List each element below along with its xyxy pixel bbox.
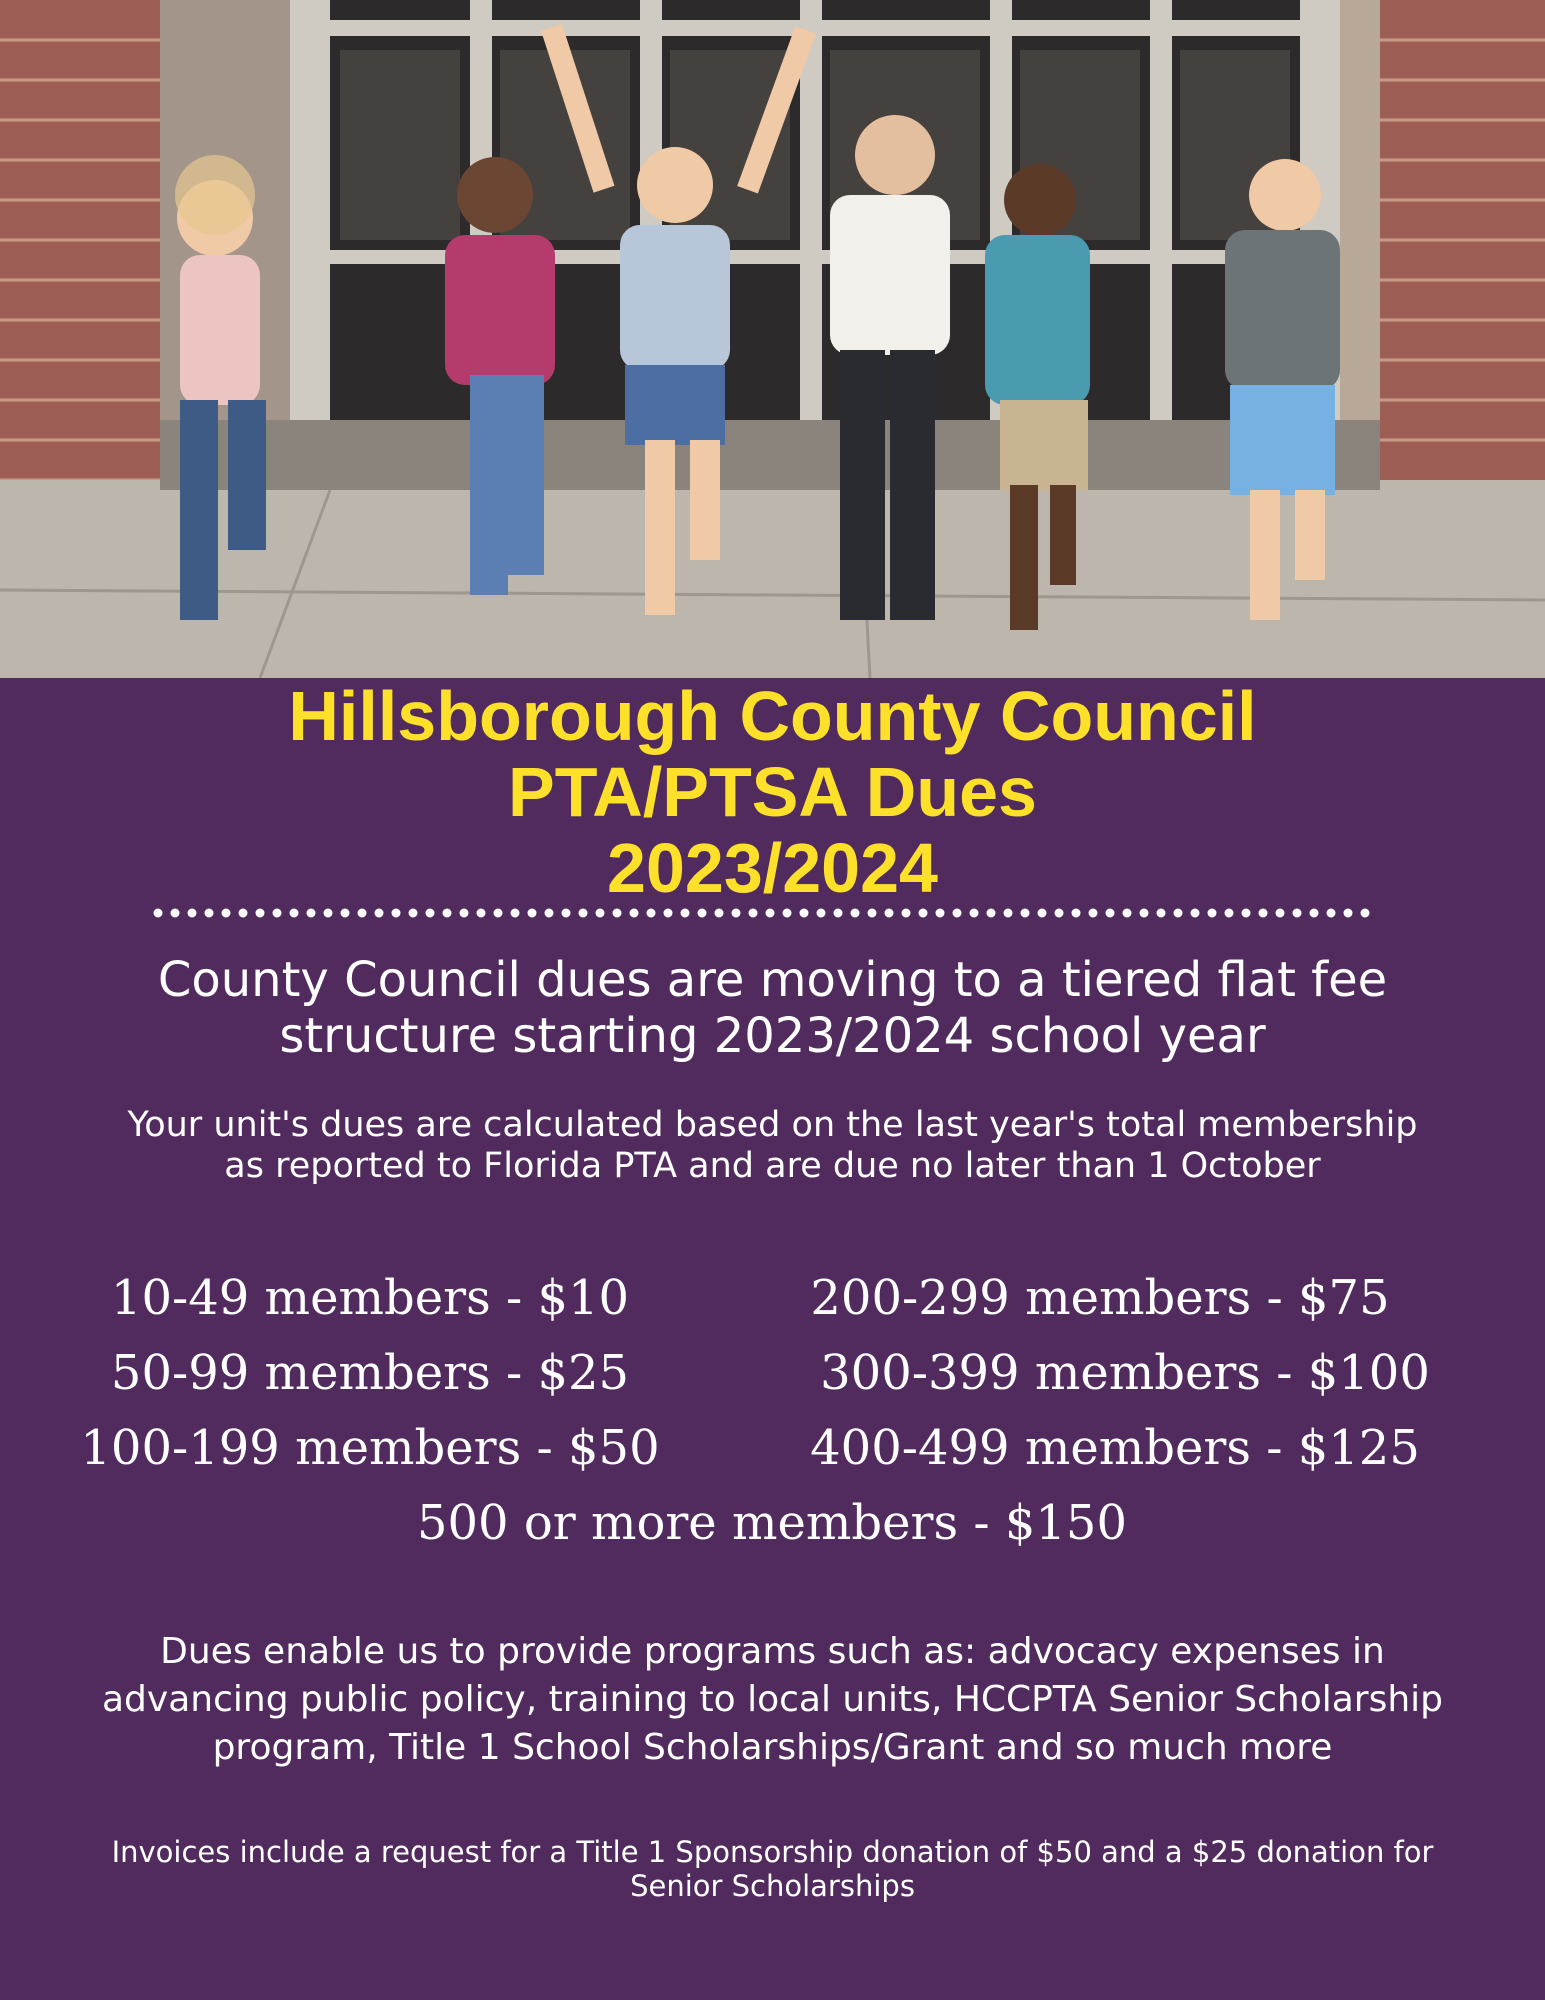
dues-tier: 500 or more members - $150 bbox=[416, 1495, 1128, 1551]
invoices-line-1: Invoices include a request for a Title 1 Sponsorship donation of $50 and a $25 donation for bbox=[111, 1835, 1434, 1869]
title-line-2: PTA/PTSA Dues bbox=[508, 753, 1037, 831]
dues-tier: 200-299 members - $75 bbox=[810, 1270, 1390, 1326]
programs-line-1: Dues enable us to provide programs such as: advocacy expenses in bbox=[160, 1631, 1385, 1672]
title-line-1: Hillsborough County Council bbox=[288, 677, 1257, 755]
programs-paragraph bbox=[0, 1628, 1545, 1772]
programs-line-3: program, Title 1 School Scholarships/Grant and so much more bbox=[212, 1727, 1333, 1768]
dotted-divider bbox=[150, 905, 1380, 921]
dues-tier: 10-49 members - $10 bbox=[110, 1270, 630, 1326]
invoices-line-2: Senior Scholarships bbox=[630, 1869, 915, 1903]
subheading-line-1: County Council dues are moving to a tiered flat fee bbox=[157, 952, 1388, 1008]
subheading bbox=[0, 952, 1545, 1064]
dues-tier: 100-199 members - $50 bbox=[80, 1420, 660, 1476]
title-line-3: 2023/2024 bbox=[607, 829, 938, 907]
dues-tier: 300-399 members - $100 bbox=[820, 1345, 1430, 1401]
dues-tier: 50-99 members - $25 bbox=[110, 1345, 630, 1401]
programs-line-2: advancing public policy, training to local units, HCCPTA Senior Scholarship bbox=[101, 1679, 1444, 1720]
calculation-note-line-2: as reported to Florida PTA and are due no later than 1 October bbox=[224, 1146, 1321, 1186]
hero-photo bbox=[0, 0, 1545, 678]
calculation-note-line-1: Your unit's dues are calculated based on the last year's total membership bbox=[127, 1105, 1418, 1145]
calculation-note bbox=[0, 1105, 1545, 1187]
page-title bbox=[0, 678, 1545, 906]
subheading-line-2: structure starting 2023/2024 school year bbox=[279, 1008, 1266, 1064]
dues-tier: 400-499 members - $125 bbox=[810, 1420, 1420, 1476]
students-running-illustration bbox=[0, 0, 1545, 678]
invoices-note bbox=[0, 1835, 1545, 1903]
